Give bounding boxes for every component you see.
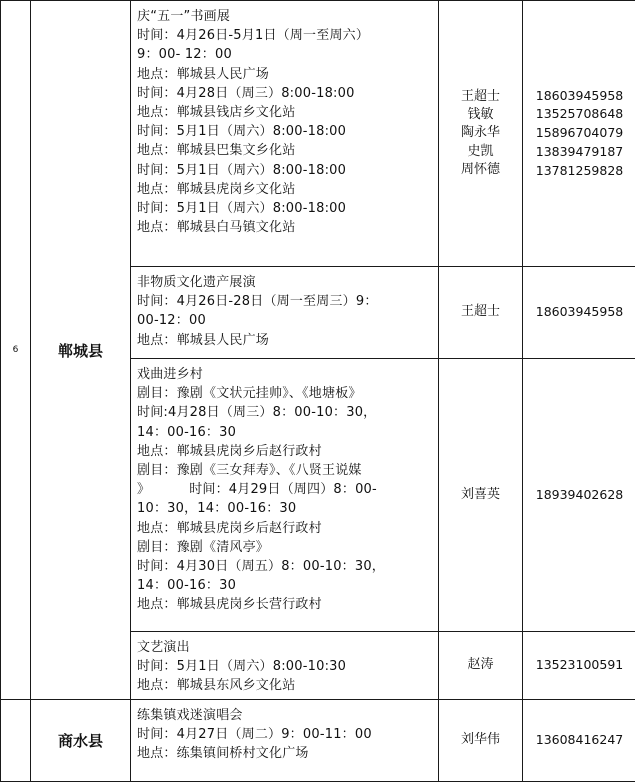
phone-cell xyxy=(523,632,635,700)
county-name: 商水县 xyxy=(31,700,131,782)
event-line: 》 时间：4月29日（周四）8：00- xyxy=(137,482,377,498)
contact-name: 刘喜英 xyxy=(460,486,500,502)
phone-number: 13608416247 xyxy=(535,732,624,748)
event-line: 地点：郸城县巴集文乡化站 xyxy=(137,143,296,159)
event-line: 地点：郸城县钱店乡文化站 xyxy=(137,105,296,121)
event-line: 练集镇戏迷演唱会 xyxy=(137,708,243,723)
phone-number: 13525708648 xyxy=(535,106,624,122)
phone-cell xyxy=(523,1,635,267)
contact-cell xyxy=(439,267,523,359)
event-line: 时间：5月1日（周六）8:00-18:00 xyxy=(137,124,347,140)
contact-name: 王超士 xyxy=(460,304,500,320)
event-content xyxy=(131,700,439,782)
contact-cell xyxy=(439,359,523,632)
event-line: 14：00-16：30 xyxy=(137,578,237,594)
contact-name: 史凯 xyxy=(467,143,494,159)
phone-number: 13839479187 xyxy=(535,143,624,159)
contact-name: 钱敏 xyxy=(467,107,494,123)
event-line: 非物质文化遗产展演 xyxy=(137,275,256,290)
contact-name: 陶永华 xyxy=(460,125,500,141)
phone-cell xyxy=(523,700,635,782)
event-line: 时间：4月26日-28日（周一至周三）9： xyxy=(137,294,378,310)
phone-number: 18939402628 xyxy=(535,486,624,502)
event-line: 地点：郸城县白马镇文化站 xyxy=(137,220,296,236)
event-line: 14：00-16：30 xyxy=(137,424,237,440)
event-line: 地点：郸城县人民广场 xyxy=(137,332,270,348)
contact-cell xyxy=(439,1,523,267)
event-line: 时间：5月1日（周六）8:00-10:30 xyxy=(137,659,347,675)
event-line: 时间：4月28日（周三）8:00-18:00 xyxy=(137,85,355,101)
contact-name: 周怀德 xyxy=(460,161,500,177)
table-row xyxy=(1,1,635,267)
event-line: 庆“五一”书画展 xyxy=(137,9,231,24)
event-line: 剧目：豫剧《清风亭》 xyxy=(137,539,270,555)
event-line: 地点：郸城县人民广场 xyxy=(137,66,270,82)
phone-number: 18603945958 xyxy=(535,304,624,320)
event-content xyxy=(131,359,439,632)
event-line: 地点：练集镇间桥村文化广场 xyxy=(137,746,309,762)
event-line: 10：30，14：00-16：30 xyxy=(137,501,297,517)
table-row xyxy=(1,700,635,782)
contact-name: 赵涛 xyxy=(467,657,494,673)
contact-name: 刘华伟 xyxy=(460,732,500,748)
phone-cell xyxy=(523,359,635,632)
event-line: 时间:4月28日（周三）8：00-10：30， xyxy=(137,405,377,421)
event-line: 时间：5月1日（周六）8:00-18:00 xyxy=(137,162,347,178)
contact-name: 王超士 xyxy=(460,88,500,104)
event-line: 地点：郸城县东风乡文化站 xyxy=(137,678,296,694)
event-line: 戏曲进乡村 xyxy=(137,367,204,382)
phone-number: 15896704079 xyxy=(535,125,624,141)
phone-number: 13523100591 xyxy=(535,657,624,673)
event-line: 时间：5月1日（周六）8:00-18:00 xyxy=(137,201,347,217)
event-line: 剧目：豫剧《三女拜寿》、《八贤王说媒 xyxy=(137,463,362,479)
phone-cell xyxy=(523,267,635,359)
event-line: 剧目：豫剧《文状元挂帅》、《地塘板》 xyxy=(137,386,362,402)
contact-cell xyxy=(439,700,523,782)
row-index xyxy=(1,700,31,782)
event-line: 文艺演出 xyxy=(137,640,190,655)
event-content xyxy=(131,267,439,359)
event-line: 地点：郸城县虎岗乡文化站 xyxy=(137,181,296,197)
event-line: 00-12：00 xyxy=(137,313,206,329)
event-line: 时间：4月27日（周二）9：00-11：00 xyxy=(137,727,372,743)
contact-cell xyxy=(439,632,523,700)
event-line: 时间：4月26日-5月1日（周一至周六） xyxy=(137,28,370,44)
event-content xyxy=(131,632,439,700)
event-line: 地点：郸城县虎岗乡长营行政村 xyxy=(137,597,322,613)
event-line: 地点：郸城县虎岗乡后赵行政村 xyxy=(137,520,322,536)
row-index: 6 xyxy=(1,1,31,700)
event-line: 时间：4月30日（周五）8：00-10：30， xyxy=(137,559,386,575)
phone-number: 18603945958 xyxy=(535,87,624,103)
phone-number: 13781259828 xyxy=(535,162,624,178)
event-content xyxy=(131,1,439,267)
event-line: 地点：郸城县虎岗乡后赵行政村 xyxy=(137,443,322,459)
county-name: 郸城县 xyxy=(31,1,131,700)
event-line: 9：00- 12：00 xyxy=(137,47,232,63)
